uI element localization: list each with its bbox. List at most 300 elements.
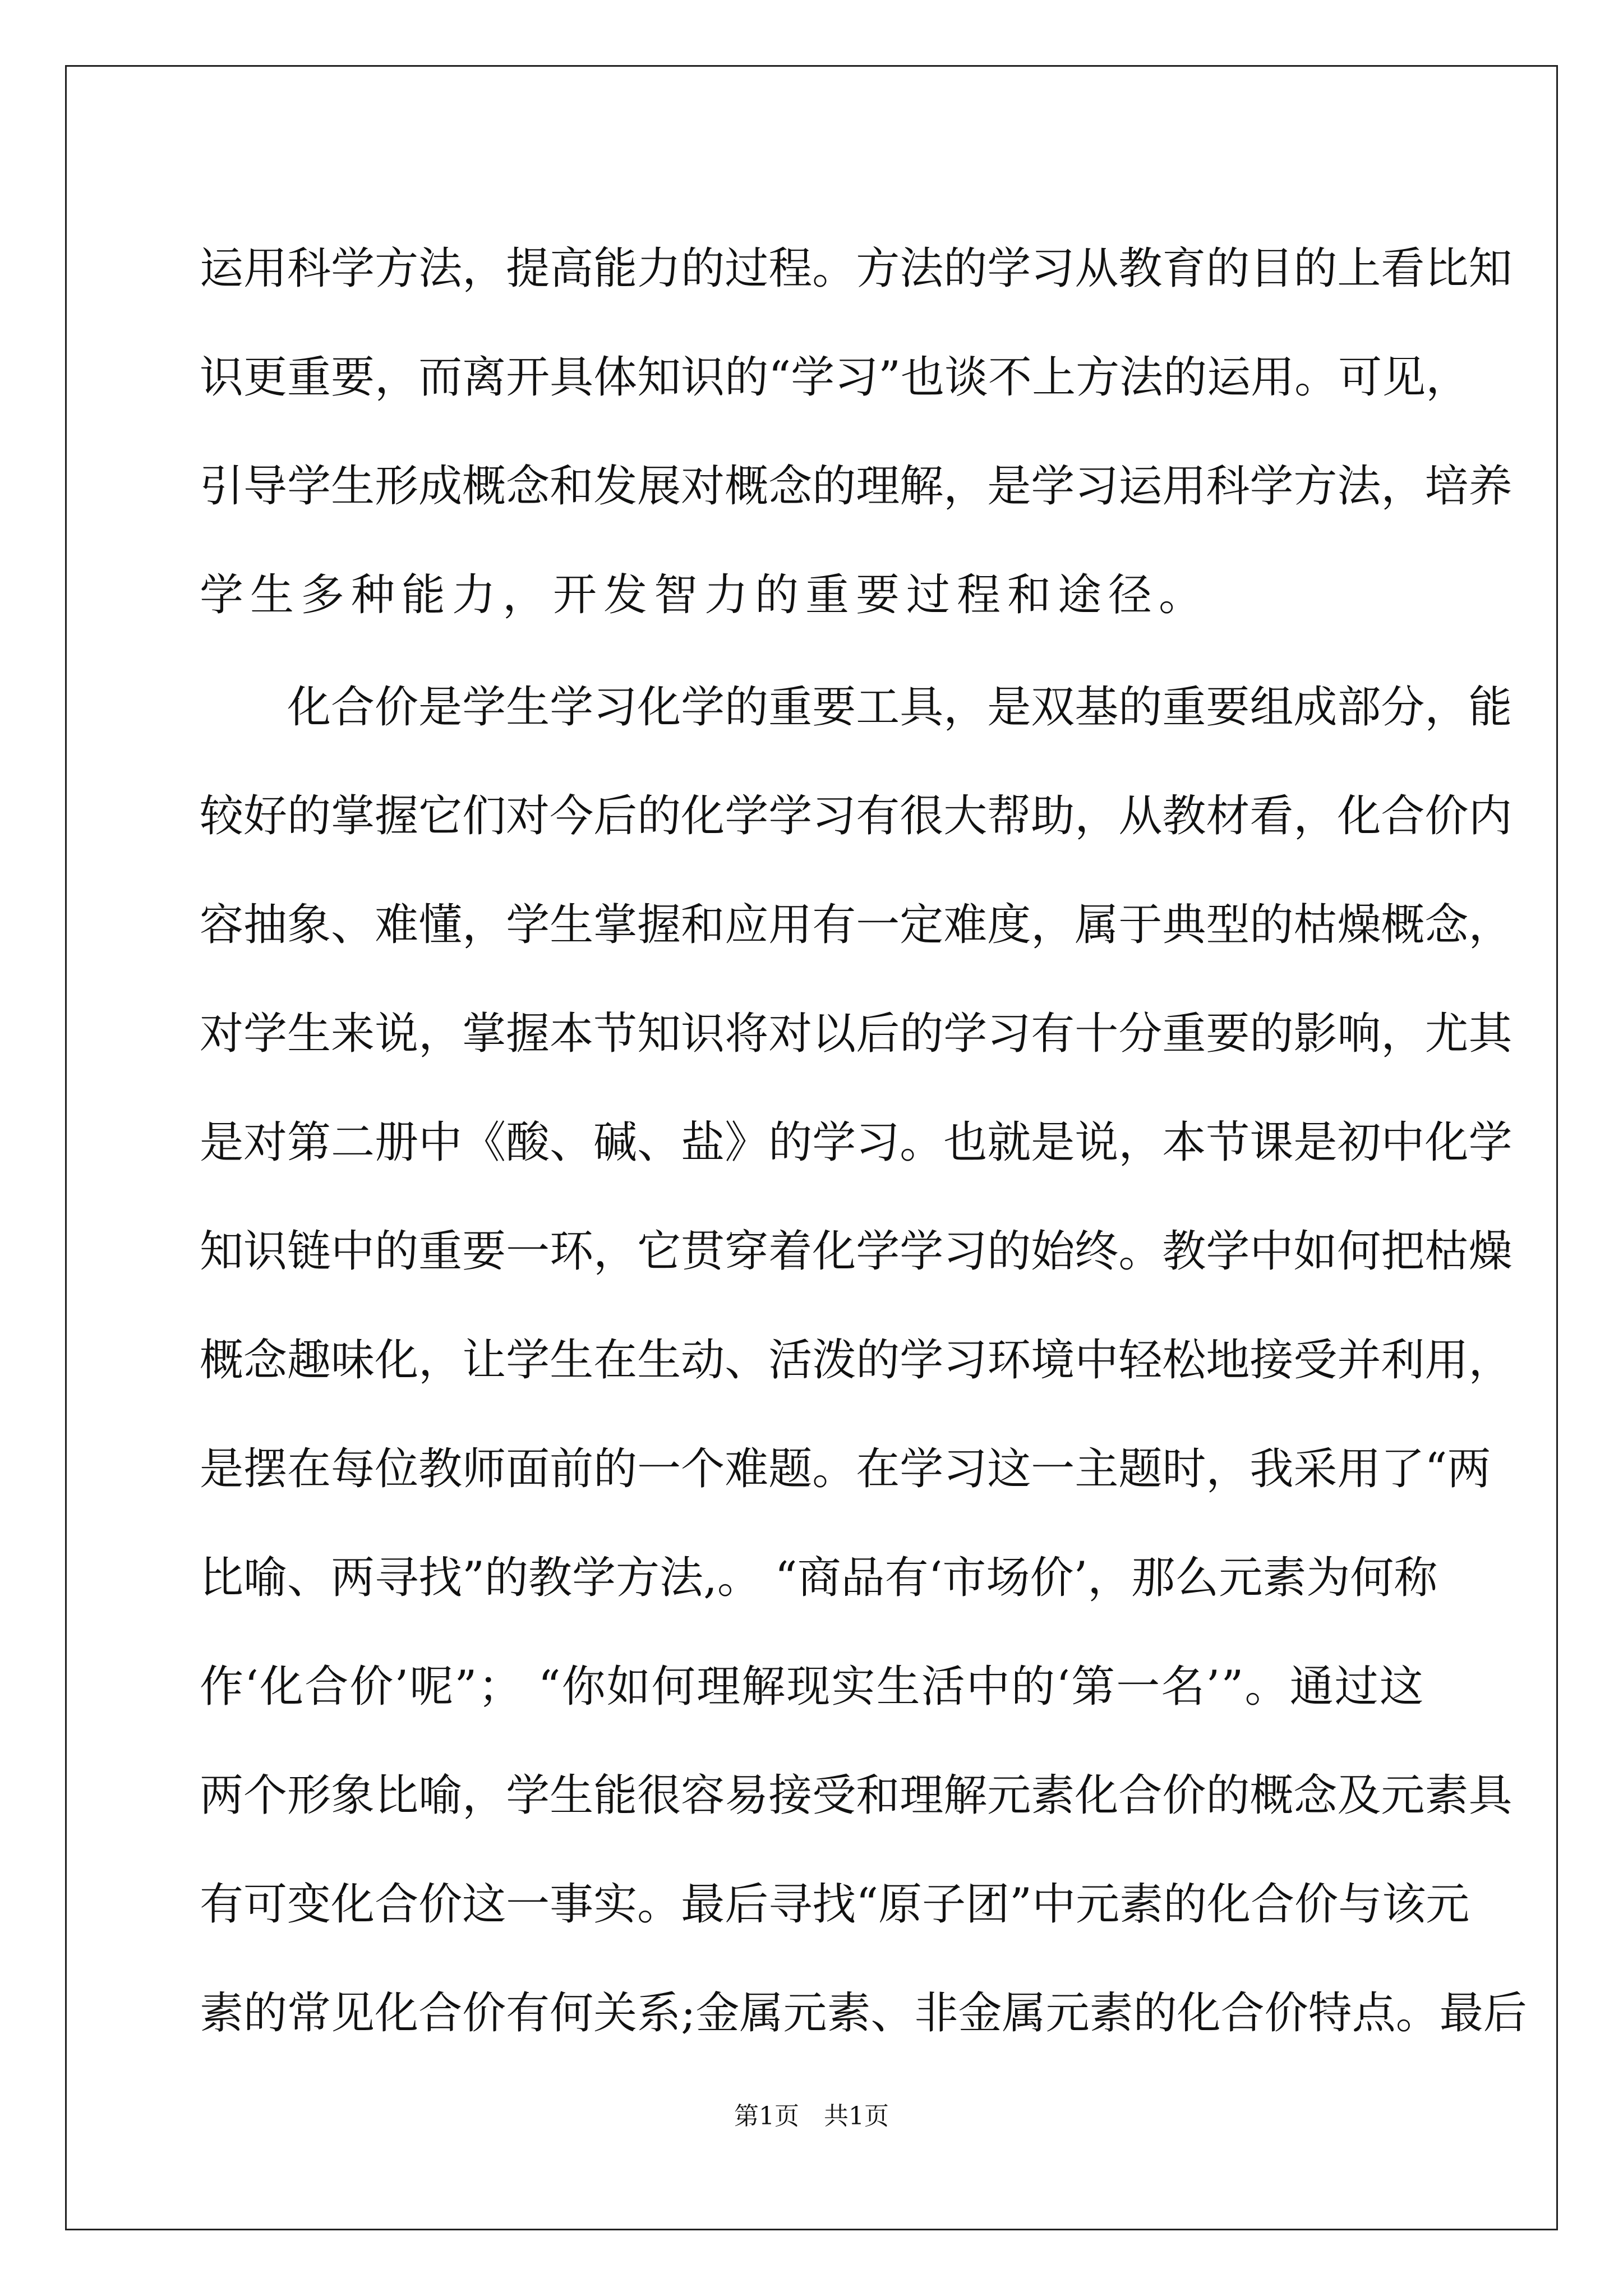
text-char: 引 [200, 461, 244, 512]
text-char: 价 [349, 1662, 394, 1712]
text-char: 从 [1118, 791, 1163, 841]
text-char: 生 [550, 1770, 594, 1821]
text-char: 的 [1011, 1662, 1055, 1712]
text-char: 能 [1468, 682, 1513, 733]
text-char: 对 [200, 1009, 244, 1059]
text-char: 价 [1264, 1988, 1308, 2039]
text-char: 的 [856, 1335, 900, 1386]
text-char: 成 [1293, 682, 1338, 733]
text-char: 境 [1031, 1335, 1075, 1386]
text-char: 是 [1293, 1117, 1338, 1168]
text-char: “ [1424, 1444, 1447, 1494]
text-char: 开 [506, 352, 550, 403]
text-line: 学生多种能力，开发智力的重要过程和途径。 [200, 570, 1210, 620]
text-char: 后 [1483, 1988, 1527, 2039]
text-char: ” [1009, 1879, 1032, 1930]
text-char: 过 [725, 243, 769, 294]
text-char: 价 [1030, 1553, 1074, 1603]
text-char: 通 [1289, 1662, 1334, 1712]
text-char: 、 [287, 1553, 331, 1603]
text-char: ， [1468, 1335, 1513, 1386]
text-char: ‘ [1056, 1662, 1070, 1712]
text-char: 度 [987, 900, 1031, 950]
text-char: 如 [606, 1662, 651, 1712]
text-char: 组 [1249, 682, 1294, 733]
text-char: 中 [1249, 1226, 1294, 1277]
text-char: 将 [725, 1009, 769, 1059]
text-char: ; [681, 1988, 696, 2039]
text-char: 学 [1249, 461, 1294, 512]
text-char: 生 [287, 1009, 331, 1059]
text-char: 在 [593, 1335, 638, 1386]
text-char: 方 [375, 243, 419, 294]
text-char: 素 [200, 1988, 244, 2039]
text-char: 法 [660, 1553, 704, 1603]
text-char: 这 [1379, 1662, 1423, 1712]
text-char: 合 [1251, 1879, 1295, 1930]
text-char: 它 [637, 1226, 681, 1277]
text-line [200, 1524, 1438, 1632]
text-char: 何 [550, 1988, 594, 2039]
text-char: 的 [812, 461, 856, 512]
text-char: 科 [1206, 461, 1250, 512]
text-char: 属 [1002, 1988, 1046, 2039]
text-char: 今 [550, 791, 594, 841]
text-line [200, 1741, 1513, 1850]
text-char: 学 [1031, 461, 1075, 512]
text-char: 有 [812, 900, 856, 950]
text-char: 元 [1076, 1879, 1120, 1930]
text-char: 响 [1337, 1009, 1381, 1059]
text-char: 属 [739, 1988, 783, 2039]
text-char: 么 [1175, 1553, 1219, 1603]
text-char: 懂 [418, 900, 463, 950]
text-line [200, 1632, 1423, 1741]
text-char: 中 [1381, 1117, 1425, 1168]
text-char: 念 [1293, 1770, 1338, 1821]
text-char: 形 [287, 1770, 331, 1821]
text-char: 运 [200, 243, 244, 294]
text-char: 对 [681, 461, 725, 512]
text-char: 属 [1075, 900, 1119, 950]
text-char: 其 [1468, 1009, 1513, 1059]
text-char: 念 [243, 1335, 288, 1386]
text-char: 这 [987, 1444, 1031, 1494]
text-char: 化 [1424, 1117, 1469, 1168]
text-char: 轻 [1118, 1335, 1163, 1386]
text-line [200, 432, 1513, 541]
text-char: 后 [725, 1879, 769, 1930]
text-char: 科 [287, 243, 331, 294]
text-char: 节 [1206, 1117, 1250, 1168]
text-char: 理 [856, 461, 900, 512]
text-char: 第 [1071, 1662, 1115, 1712]
text-char: 主 [1075, 1444, 1119, 1494]
text-char: ” [462, 1553, 485, 1603]
text-char: 在 [856, 1444, 900, 1494]
text-char: 知 [637, 1009, 681, 1059]
text-char: 素 [827, 1988, 871, 2039]
text-char: 化 [260, 1662, 304, 1712]
text-char: 的 [1249, 900, 1294, 950]
text-char: 学 [462, 682, 506, 733]
text-char: 始 [1031, 1226, 1075, 1277]
text-char: 习 [593, 682, 638, 733]
text-char: 运 [1207, 352, 1251, 403]
text-char: 学 [725, 791, 769, 841]
text-char: 对 [768, 1009, 813, 1059]
text-char: 并 [1337, 1335, 1381, 1386]
text-char: ， [462, 1770, 506, 1821]
text-line [200, 323, 1470, 432]
text-char: 解 [943, 1770, 988, 1821]
text-line [200, 1088, 1513, 1197]
text-char: 关 [593, 1988, 638, 2039]
text-char: 解 [741, 1662, 786, 1712]
text-char: 学 [506, 900, 550, 950]
text-char [761, 1524, 775, 1632]
text-char: 很 [637, 1770, 681, 1821]
text-char: 概 [200, 1335, 244, 1386]
text-char: ’ [1073, 1553, 1088, 1603]
text-char: 金 [958, 1988, 1002, 2039]
text-char: 而 [418, 352, 463, 403]
text-char: 重 [287, 352, 331, 403]
text-char: 活 [921, 1662, 965, 1712]
text-char: 用 [768, 900, 813, 950]
text-char: 素 [1031, 1770, 1075, 1821]
text-char: 的 [943, 243, 988, 294]
text-char: 时 [1162, 1444, 1206, 1494]
text-char: 容 [200, 900, 244, 950]
text-char: 市 [942, 1553, 986, 1603]
text-char: 原 [878, 1879, 923, 1930]
text-char: 和 [856, 1770, 900, 1821]
text-char: 的 [1163, 1879, 1207, 1930]
text-char: 和 [681, 900, 725, 950]
text-char: 工 [856, 682, 900, 733]
text-char: 习 [943, 1444, 988, 1494]
text-char: 一 [1031, 1444, 1075, 1494]
text-char: 。 [900, 1117, 944, 1168]
text-char: 象 [331, 1770, 375, 1821]
text-char: 枯 [1424, 1226, 1469, 1277]
text-char: “ [774, 1553, 797, 1603]
text-char: 生 [550, 1335, 594, 1386]
text-char: 称 [1394, 1553, 1438, 1603]
text-char: 不 [988, 352, 1032, 403]
text-char: 地 [1206, 1335, 1250, 1386]
text-char: 分 [1381, 682, 1425, 733]
text-char: ， [943, 682, 988, 733]
text-char: 你 [561, 1662, 606, 1712]
text-char: 对 [506, 791, 550, 841]
text-char: 《 [462, 1117, 506, 1168]
text-char: 重 [768, 682, 813, 733]
text-char: ’ [1206, 1662, 1220, 1712]
text-char: 基 [1075, 682, 1119, 733]
text-char: 抽 [243, 900, 288, 950]
text-char: 两 [331, 1553, 375, 1603]
text-char: 个 [243, 1770, 288, 1821]
text-char: 用 [1251, 352, 1295, 403]
text-char: 化 [1337, 791, 1381, 841]
text-char: ， [1426, 352, 1470, 403]
text-char: 用 [1337, 1444, 1381, 1494]
text-char: 与 [1338, 1879, 1382, 1930]
text-char: 燥 [1468, 1226, 1513, 1277]
text-line [200, 1959, 1527, 2068]
text-char: ， [1424, 682, 1469, 733]
text-char: 现 [786, 1662, 831, 1712]
text-char: 识 [243, 1226, 288, 1277]
text-char: 。 [1118, 1226, 1163, 1277]
text-char: 本 [550, 1009, 594, 1059]
text-char: 。 [812, 243, 856, 294]
text-char: 影 [1293, 1009, 1338, 1059]
text-char: 好 [243, 791, 288, 841]
text-char: 具 [1468, 1770, 1513, 1821]
text-char: 生 [506, 682, 550, 733]
text-char: 采 [1293, 1444, 1338, 1494]
text-char: 大 [943, 791, 988, 841]
text-char: ， [462, 900, 506, 950]
text-char: 力 [637, 243, 681, 294]
text-char: 用 [1162, 461, 1206, 512]
text-char: 要 [462, 1226, 506, 1277]
text-char: 变 [287, 1879, 331, 1930]
text-char: 法 [1119, 352, 1164, 403]
text-char: 是 [418, 682, 463, 733]
text-char: 习 [943, 1335, 988, 1386]
text-char: 双 [1031, 682, 1075, 733]
text-char: 、 [637, 1117, 681, 1168]
text-char: 合 [1220, 1988, 1265, 2039]
text-char: 生 [550, 900, 594, 950]
text-char: 对 [243, 1117, 288, 1168]
text-char: 化 [812, 1226, 856, 1277]
text-char: 看 [1249, 791, 1294, 841]
text-char: “ [538, 1662, 561, 1712]
text-char: 活 [768, 1335, 813, 1386]
text-char: 握 [637, 900, 681, 950]
text-char: 的 [1206, 1770, 1250, 1821]
text-char: 要 [331, 352, 375, 403]
text-char: 部 [1337, 682, 1381, 733]
text-char: 元 [783, 1988, 827, 2039]
text-char: 法 [900, 243, 944, 294]
text-char: ； [478, 1662, 522, 1712]
text-char: 方 [616, 1553, 660, 1603]
text-char: 化 [375, 1988, 419, 2039]
text-char: 掌 [462, 1009, 506, 1059]
text-char: 商 [797, 1553, 841, 1603]
text-char: 尤 [1424, 1009, 1469, 1059]
text-char: 习 [856, 1117, 900, 1168]
text-char: 学 [1206, 1226, 1250, 1277]
text-char: 十 [1075, 1009, 1119, 1059]
text-char: 一 [856, 900, 900, 950]
text-char: 元 [1426, 1879, 1470, 1930]
text-char: 这 [462, 1879, 506, 1930]
text-char: 的 [1206, 243, 1250, 294]
text-char: 学 [681, 682, 725, 733]
text-char: 题 [1118, 1444, 1163, 1494]
text-char: 、 [870, 1988, 915, 2039]
text-char: 有 [1031, 1009, 1075, 1059]
text-char: 体 [593, 352, 638, 403]
text-char: 重 [1162, 682, 1206, 733]
text-char: 、 [550, 1117, 594, 1168]
text-char: 。 [1244, 1662, 1289, 1712]
text-char: ， [1031, 900, 1075, 950]
text-char: 化 [1207, 1879, 1251, 1930]
text-char: 有 [506, 1988, 550, 2039]
text-char: 、 [725, 1335, 769, 1386]
text-char: 元 [1045, 1988, 1090, 2039]
text-char: 着 [768, 1226, 813, 1277]
text-char: 容 [681, 1770, 725, 1821]
text-char: 金 [695, 1988, 740, 2039]
text-char: 我 [1249, 1444, 1294, 1494]
text-char: 念 [506, 461, 550, 512]
text-char: 的 [593, 1444, 638, 1494]
text-char: 教 [1162, 791, 1206, 841]
text-char: 。 [637, 1879, 681, 1930]
text-char: 点 [1352, 1988, 1396, 2039]
text-char: 是 [200, 1117, 244, 1168]
text-char: 知 [200, 1226, 244, 1277]
text-char: 喻 [243, 1553, 288, 1603]
text-char: 一 [506, 1226, 550, 1277]
text-char: 成 [418, 461, 463, 512]
text-char: 知 [637, 352, 681, 403]
text-char: 的 [1118, 682, 1163, 733]
text-char: 两 [1447, 1444, 1491, 1494]
text-char: 。 [812, 1444, 856, 1494]
text-char: 是 [200, 1444, 244, 1494]
text-char: 看 [1381, 243, 1425, 294]
text-char: 理 [697, 1662, 741, 1712]
text-char: 们 [462, 791, 506, 841]
text-char: 团 [966, 1879, 1010, 1930]
text-char: 法 [418, 243, 463, 294]
text-char: ， [462, 243, 506, 294]
text-char: 和 [550, 461, 594, 512]
text-char: 是 [987, 682, 1031, 733]
text-char: 运 [1118, 461, 1163, 512]
text-char: 一 [506, 1879, 550, 1930]
text-char: 就 [987, 1117, 1031, 1168]
text-line [200, 1415, 1491, 1524]
text-char: 化 [331, 1879, 375, 1930]
text-char: 见 [1382, 352, 1426, 403]
text-char: 合 [305, 1662, 349, 1712]
text-char: 寻 [375, 1553, 419, 1603]
text-line [200, 979, 1513, 1088]
text-char: 了 [1381, 1444, 1425, 1494]
text-char: ， [418, 1335, 463, 1386]
page-number-footer: 第1页 共1页 [734, 2102, 889, 2131]
text-char: 是 [1031, 1117, 1075, 1168]
text-char: 较 [200, 791, 244, 841]
text-char: 学 [572, 1553, 616, 1603]
text-char: 难 [375, 900, 419, 950]
text-char: 说 [1075, 1117, 1119, 1168]
text-char: 名 [1161, 1662, 1205, 1712]
text-char: 的 [1293, 243, 1338, 294]
text-char: 最 [1439, 1988, 1483, 2039]
text-char: 重 [1162, 1009, 1206, 1059]
text-line [200, 653, 1513, 762]
text-char: 学 [1468, 1117, 1513, 1168]
text-char: 枯 [1293, 900, 1338, 950]
text-char: 个 [681, 1444, 725, 1494]
text-char: 识 [681, 352, 725, 403]
text-char: 接 [1249, 1335, 1294, 1386]
text-char: 》 [725, 1117, 769, 1168]
text-char: 习 [1031, 243, 1075, 294]
text-char: 的 [725, 352, 769, 403]
text-char: 最 [681, 1879, 725, 1930]
text-char: 实 [593, 1879, 638, 1930]
text-char: 中 [331, 1226, 375, 1277]
text-char: ， [1118, 1117, 1163, 1168]
text-char: 重 [418, 1226, 463, 1277]
text-char: 识 [200, 352, 244, 403]
text-char: 见 [331, 1988, 375, 2039]
text-char: 两 [200, 1770, 244, 1821]
text-char: 概 [462, 461, 506, 512]
text-char: 分 [1118, 1009, 1163, 1059]
text-char: ， [1206, 1444, 1250, 1494]
text-char: 具 [900, 682, 944, 733]
text-char: 难 [725, 1444, 769, 1494]
text-char: 受 [812, 1770, 856, 1821]
text-char: 找 [812, 1879, 856, 1930]
text-char: 化 [681, 791, 725, 841]
text-char: 解 [900, 461, 944, 512]
text-char: 二 [331, 1117, 375, 1168]
text-char: “ [768, 352, 791, 403]
text-char: 为 [1306, 1553, 1350, 1603]
text-char: 用 [243, 243, 288, 294]
text-char: 难 [943, 900, 988, 950]
text-char: 学 [506, 1770, 550, 1821]
text-char: 习 [943, 1226, 988, 1277]
text-char: 掌 [593, 900, 638, 950]
text-char: 化 [637, 682, 681, 733]
text-char: 方 [856, 243, 900, 294]
text-char: 学 [243, 1009, 288, 1059]
text-char: 具 [550, 352, 594, 403]
text-char: 学 [331, 243, 375, 294]
text-char: 化 [1177, 1988, 1221, 2039]
text-char: 化 [1075, 1770, 1119, 1821]
text-line [200, 1850, 1470, 1959]
text-char [523, 1632, 537, 1741]
text-char: 事 [550, 1879, 594, 1930]
text-char: 接 [768, 1770, 813, 1821]
text-char: 要 [1206, 1009, 1250, 1059]
text-char: 高 [550, 243, 594, 294]
text-char: 念 [1424, 900, 1469, 950]
text-char: 助 [1031, 791, 1075, 841]
text-char: 寻 [768, 1879, 813, 1930]
text-char: 泼 [812, 1335, 856, 1386]
text-char: 合 [331, 682, 375, 733]
text-char: 的 [1163, 352, 1207, 403]
